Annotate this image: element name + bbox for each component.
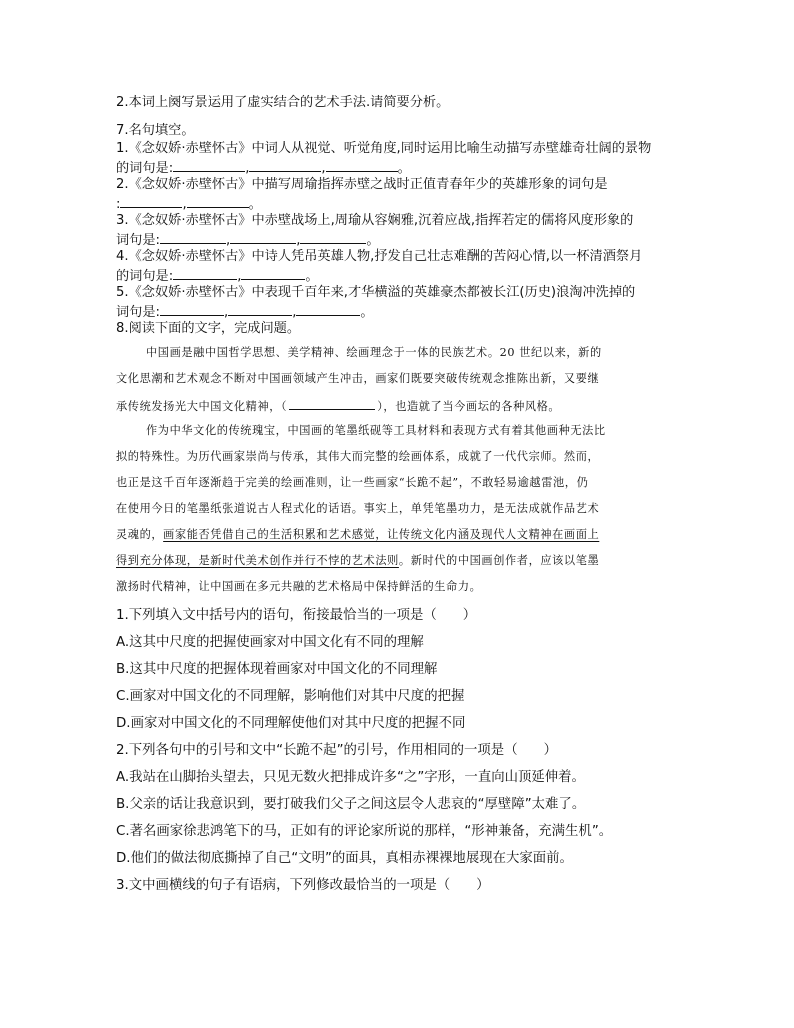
subquestion-1-stem: 1.下列填入文中括号内的语句，衔接最恰当的一项是（ ） xyxy=(116,608,477,623)
subquestion-1-option-b[interactable]: B.这其中尺度的把握体现着画家对中国文化的不同理解 xyxy=(116,662,438,677)
passage-p2-line1: 作为中华文化的传统瑰宝，中国画的笔墨纸砚等工具材料和表现方式有着其他画种无法比 xyxy=(146,424,606,437)
q7-item-3: 3.《念奴娇·赤壁怀古》中赤壁战场上,周瑜从容娴雅,沉着应战,指挥若定的儒将风度形象的 xyxy=(116,213,634,228)
subquestion-2-option-d[interactable]: D.他们的做法彻底撕掉了自己“文明”的面具，真相赤裸裸地展现在大家面前。 xyxy=(116,851,573,866)
q7-item-3-answer: 词句是: , , 。 xyxy=(116,230,380,250)
passage-p2-line2: 拟的特殊性。为历代画家崇尚与传承，其伟大而完整的绘画体系，成就了一代代宗师。然而， xyxy=(116,450,600,463)
passage-p2-line4: 在使用今日的笔墨纸张道说古人程式化的话语。事实上，单凭笔墨功力，是无法成就作品艺术 xyxy=(116,502,600,515)
passage-p2-line6: 得到充分体现，是新时代美术创作并行不悖的艺术法则。新时代的中国画创作者，应该以笔墨 xyxy=(116,554,600,567)
fill-blank[interactable] xyxy=(296,302,360,316)
underlined-sentence-end: 得到充分体现，是新时代美术创作并行不悖的艺术法则 xyxy=(116,554,399,567)
subquestion-2-option-a[interactable]: A.我站在山脚抬头望去，只见无数火把排成许多“之”字形，一直向山顶延伸着。 xyxy=(116,770,585,785)
q7-item-4: 4.《念奴娇·赤壁怀古》中诗人凭吊英雄人物,抒发自己壮志难酬的苦闷心情,以一杯清酒祭月 xyxy=(116,249,643,264)
fill-blank[interactable] xyxy=(120,194,182,208)
q7-item-5: 5.《念奴娇·赤壁怀古》中表现千百年来,才华横溢的英雄豪杰都被长江(历史)浪淘冲洗掉的 xyxy=(116,285,636,300)
fill-blank[interactable] xyxy=(300,230,366,244)
fill-blank[interactable] xyxy=(228,302,292,316)
fill-blank[interactable] xyxy=(241,266,305,280)
q7-item-5-answer: 词句是: , , 。 xyxy=(116,302,374,322)
passage-p1-line2: 文化思潮和艺术观念不断对中国画领域产生冲击，画家们既要突破传统观念推陈出新，又要继 xyxy=(116,372,600,385)
q7-item-1-answer: 的词句是: , , 。 xyxy=(116,158,411,178)
passage-p2-line3: 也正是这千百年逐渐趋于完美的绘画准则，让一些画家“长跪不起”，不敢轻易逾越雷池，仍 xyxy=(116,476,589,489)
subquestion-1-option-a[interactable]: A.这其中尺度的把握使画家对中国文化有不同的理解 xyxy=(116,635,424,650)
fill-blank[interactable] xyxy=(326,158,398,172)
subquestion-2-option-b[interactable]: B.父亲的话让我意识到，要打破我们父子之间这层令人悲哀的“厚壁障”太难了。 xyxy=(116,797,586,812)
subquestion-2-stem: 2.下列各句中的引号和文中“长跪不起”的引号，作用相同的一项是（ ） xyxy=(116,743,557,758)
subquestion-3-stem: 3.文中画横线的句子有语病，下列修改最恰当的一项是（ ） xyxy=(116,878,490,893)
fill-blank[interactable] xyxy=(230,230,296,244)
underlined-sentence: 画家能否凭借自己的生活积累和艺术感觉，让传统文化内涵及现代人文精神在画面上 xyxy=(163,528,600,541)
subquestion-1-option-d[interactable]: D.画家对中国文化的不同理解使他们对其中尺度的把握不同 xyxy=(116,716,466,731)
passage-p2-line7: 激扬时代精神，让中国画在多元共融的艺术格局中保持鲜活的生命力。 xyxy=(116,580,482,593)
q7-item-2-answer: : , 。 xyxy=(116,194,262,214)
q7-item-4-answer: 的词句是: , 。 xyxy=(116,266,319,286)
passage-p1-line1: 中国画是融中国哲学思想、美学精神、绘画理念于一体的民族艺术。20 世纪以来，新的 xyxy=(146,346,602,359)
fill-blank[interactable] xyxy=(249,158,321,172)
fill-blank[interactable] xyxy=(173,266,237,280)
q7-item-1-cont: 的词句是: xyxy=(116,161,174,176)
passage-blank[interactable] xyxy=(289,397,375,410)
fill-blank[interactable] xyxy=(160,230,226,244)
question-7-title: 7.名句填空。 xyxy=(116,123,195,138)
passage-p2-line5: 灵魂的，画家能否凭借自己的生活积累和艺术感觉，让传统文化内涵及现代人文精神在画面上 xyxy=(116,528,600,541)
subquestion-1-option-c[interactable]: C.画家对中国文化的不同理解，影响他们对其中尺度的把握 xyxy=(116,689,465,704)
question-8-title: 8.阅读下面的文字，完成问题。 xyxy=(116,321,301,336)
fill-blank[interactable] xyxy=(160,302,224,316)
passage-p1-line3: 承传统发扬光大中国文化精神，（ ），也造就了当今画坛的各种风格。 xyxy=(116,397,682,415)
question-2: 2.本词上阕写景运用了虚实结合的艺术手法.请简要分析。 xyxy=(116,95,450,110)
subquestion-2-option-c[interactable]: C.著名画家徐悲鸿笔下的马，正如有的评论家所说的那样，“形神兼备，充满生机”。 xyxy=(116,824,613,839)
fill-blank[interactable] xyxy=(173,158,245,172)
fill-blank[interactable] xyxy=(187,194,249,208)
q7-item-2: 2.《念奴娇·赤壁怀古》中描写周瑜指挥赤壁之战时正值青春年少的英雄形象的词句是 xyxy=(116,177,608,192)
q7-item-1: 1.《念奴娇·赤壁怀古》中词人从视觉、听觉角度,同时运用比喻生动描写赤壁雄奇壮阔的景物 xyxy=(116,141,652,156)
